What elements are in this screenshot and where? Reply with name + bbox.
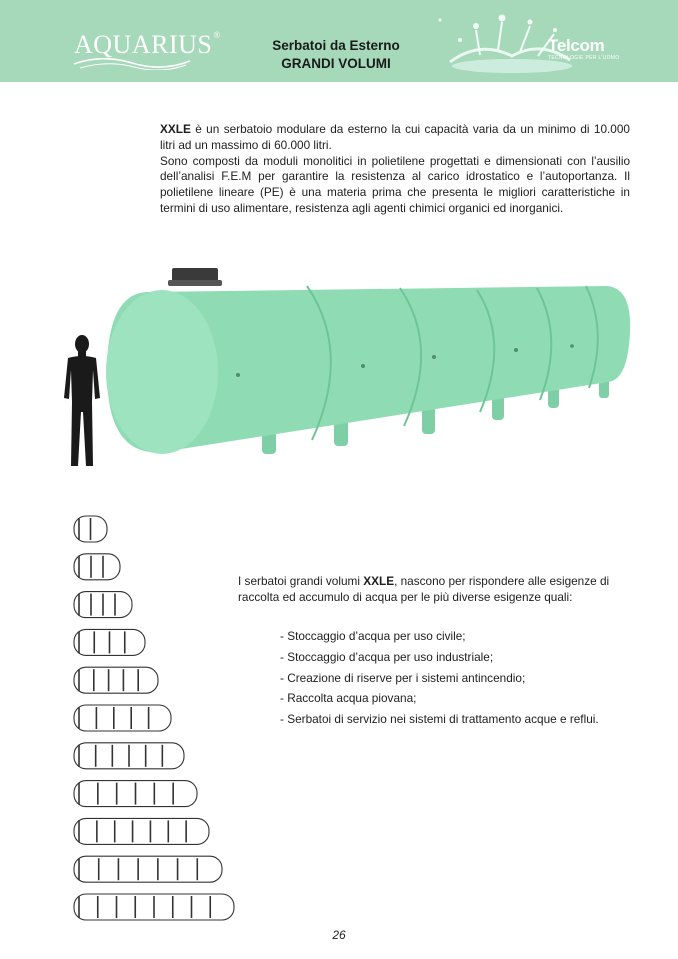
uses-intro-product: XXLE xyxy=(363,574,395,588)
tank-variant-icon xyxy=(74,818,209,844)
tank-variant-icon xyxy=(74,781,197,807)
tank-size-variants xyxy=(70,510,240,930)
registered-mark: ® xyxy=(213,30,221,40)
uses-intro xyxy=(238,573,638,605)
tank-variant-icon xyxy=(74,554,120,580)
list-item: - Raccolta acqua piovana; xyxy=(280,691,417,706)
intro-paragraph-1-text: è un serbatoio modulare da esterno la cui capacità varia da un minimo di 10.000 litri ad un massimo di 60.000 litri. xyxy=(160,122,630,152)
aquarius-wave-icon xyxy=(72,56,192,70)
tank-variant-icon xyxy=(74,629,145,655)
tank-variant-icon xyxy=(74,705,171,731)
aquarius-logo-text: AQUARIUS xyxy=(74,30,213,59)
intro-text xyxy=(160,122,630,217)
uses-intro-start: I serbatoi grandi volumi xyxy=(238,574,364,588)
uses-list xyxy=(280,626,599,730)
page-number: 26 xyxy=(332,928,346,942)
list-item: - Creazione di riserve per i sistemi antincendio; xyxy=(280,670,526,685)
header-title xyxy=(236,37,436,73)
list-item: - Stoccaggio d’acqua per uso civile; xyxy=(280,629,466,643)
list-item: - Serbatoi di servizio nei sistemi di trattamento acque e reflui. xyxy=(280,712,599,727)
tank-variant-icon xyxy=(74,516,107,542)
tank-variant-icon xyxy=(74,856,222,882)
tank-variant-icon xyxy=(74,894,234,920)
intro-paragraph-2: Sono composti da moduli monolitici in polietilene progettati e dimensionati con l’ausilio dell’analisi F.E.M per garantire la resistenza al carico idrostatico e l’autoportanza. Il polietilene lineare (PE) è una materia prima che presenta le migliori caratteristiche in termini di uso alimentare, resistenza agli agenti chimici organici ed inorganici. xyxy=(160,153,630,215)
tank-variant-icon xyxy=(74,592,132,618)
page-header xyxy=(0,0,678,82)
tank-variant-icon xyxy=(74,667,158,693)
human-silhouette-icon xyxy=(64,335,100,466)
tank-variant-icon xyxy=(74,743,184,769)
header-title-line2: GRANDI VOLUMI xyxy=(281,56,391,71)
telcom-tagline: TECNOLOGIE PER L'UOMO xyxy=(548,55,620,61)
uses-intro-end: , nascono per rispondere alle esigenze di raccolta ed accumulo di acqua per le più diverse esigenze quali: xyxy=(238,574,610,604)
list-item: - Stoccaggio d’acqua per uso industriale; xyxy=(280,649,494,664)
product-name: XXLE xyxy=(160,122,191,136)
telcom-logo: Telcom xyxy=(548,36,605,55)
intro-paragraph-1 xyxy=(160,122,630,154)
header-title-line1: Serbatoi da Esterno xyxy=(272,38,400,53)
tank-illustration xyxy=(52,262,642,472)
